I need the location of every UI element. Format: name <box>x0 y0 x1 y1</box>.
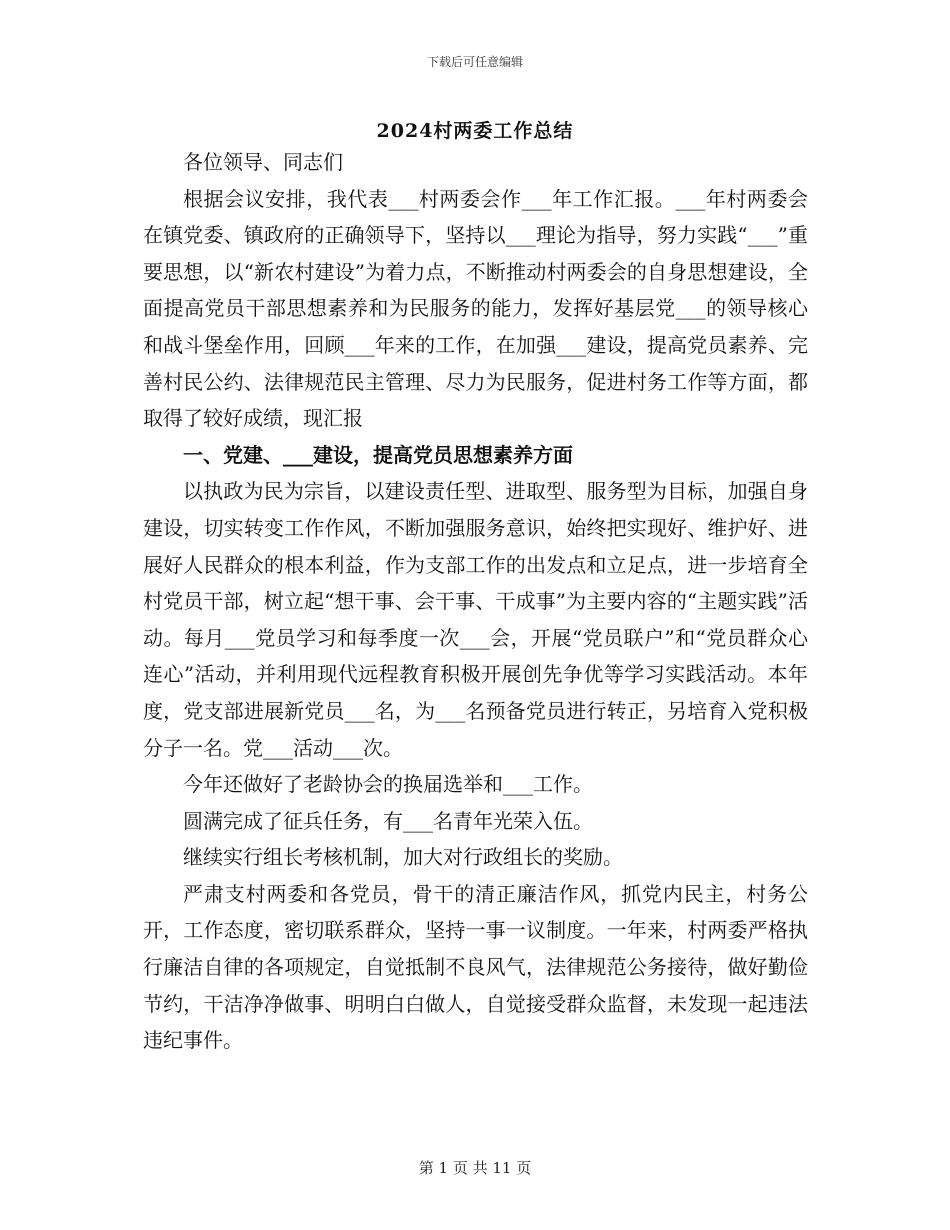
salutation: 各位领导、同志们 <box>183 150 343 174</box>
conscription-paragraph: 圆满完成了征兵任务，有___名青年光荣入伍。 <box>183 808 593 833</box>
page-footer: 第 1 页 共 11 页 <box>418 1159 532 1177</box>
elderly-association-paragraph: 今年还做好了老龄协会的换届选举和___工作。 <box>183 772 593 797</box>
header-note: 下载后可任意编辑 <box>426 55 523 69</box>
party-building-paragraph: 以执政为民为宗旨，以建设责任型、进取型、服务型为目标，加强自身建设，切实转变工作作风，不断加强服务意识，始终把实现好、维护好、进展好人民群众的根本利益，作为支部工作的出发点和立足点，进一步培育全村党员干部，树立起“想干事、会干事、干成事”为主要内容的“主题实践”活动。每月___党员学习和每季度一次___会，开展“党员联户”和“党员群众心连心”活动，并利用现代远程教育积极开展创先争优等学习实践活动。本年度，党支部进展新党员___名，为___名预备党员进行转正，另培育入党积极分子一名。党___活动___次。 <box>143 479 808 760</box>
intro-paragraph: 根据会议安排，我代表___村两委会作___年工作汇报。___年村两委会在镇党委、镇政府的正确领导下，坚持以___理论为指导，努力实践“___”重要思想，以“新农村建设”为着力点，不断推动村两委会的自身思想建设，全面提高党员干部思想素养和为民服务的能力，发挥好基层党___的领导核心和战斗堡垒作用，回顾___年来的工作，在加强___建设，提高党员素养、完善村民公约、法律规范民主管理、尽力为民服务，促进村务工作等方面，都取得了较好成绩，现汇报 <box>143 186 808 431</box>
document-title: 2024村两委工作总结 <box>376 120 574 142</box>
document-body <box>143 144 808 1059</box>
integrity-paragraph: 严肃支村两委和各党员，骨干的清正廉洁作风，抓党内民主，村务公开，工作态度，密切联系群众，坚持一事一议制度。一年来，村两委严格执行廉洁自律的各项规定，自觉抵制不良风气，法律规范公务接待，做好勤俭节约，干洁净净做事、明明白白做人，自觉接受群众监督，未发现一起违法违纪事件。 <box>143 881 808 1053</box>
assessment-paragraph: 继续实行组长考核机制，加大对行政组长的奖励。 <box>183 845 623 870</box>
section-heading: 一、党建、___建设，提高党员思想素养方面 <box>183 442 573 467</box>
